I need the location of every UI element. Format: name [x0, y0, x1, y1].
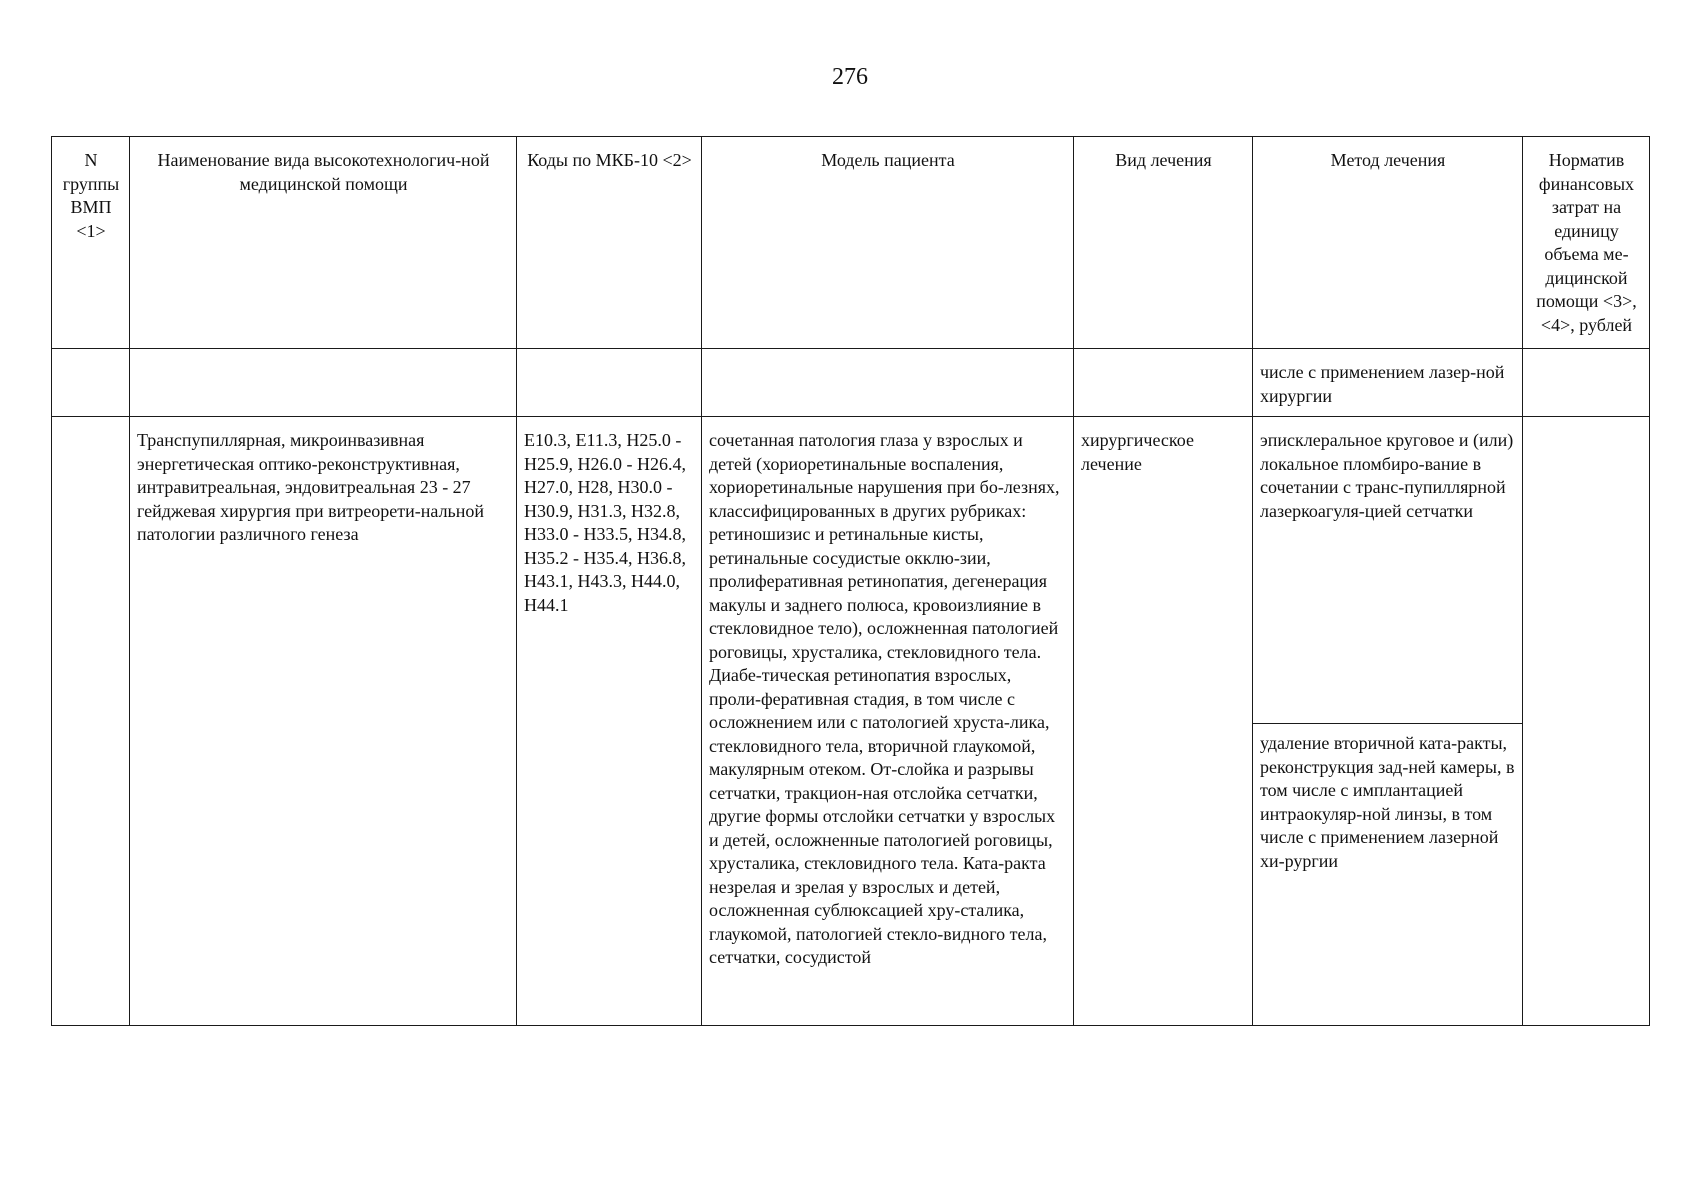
- cell-empty: [1074, 349, 1253, 417]
- cell-care-name: Транспупиллярная, микроинвазивная энергетическая оптико-реконструктивная, интравитреальная, эндовитреальная 23 - 27 гейджевая хирургия при витреорети-нальной патологии различного генеза: [130, 417, 517, 1026]
- continuation-row: [52, 349, 1650, 417]
- cell-empty: [1523, 349, 1650, 417]
- header-row: [52, 137, 1650, 349]
- cell-method-1: эписклеральное круговое и (или) локальное пломбиро-вание в сочетании с транс-пупиллярной лазеркоагуля-цией сетчатки: [1253, 417, 1523, 724]
- cell-empty: [130, 349, 517, 417]
- cell-treatment-type: хирургическое лечение: [1074, 417, 1253, 1026]
- cell-cost-norm: [1523, 417, 1650, 1026]
- header-group-number: N группы ВМП <1>: [52, 137, 130, 349]
- header-care-name: Наименование вида высокотехнологич-ной медицинской помощи: [130, 137, 517, 349]
- page-number: 276: [832, 64, 868, 90]
- header-cost-norm: Норматив финансовых затрат на единицу объема ме-дицинской помощи <3>, <4>, рублей: [1523, 137, 1650, 349]
- table-row: [52, 417, 1650, 724]
- cell-method-2: удаление вторичной ката-ракты, реконструкция зад-ней камеры, в том числе с имплантацией интраокуляр-ной линзы, в том числе с применением лазерной хи-рургии: [1253, 724, 1523, 1026]
- header-treatment-method: Метод лечения: [1253, 137, 1523, 349]
- cell-patient-model: сочетанная патология глаза у взрослых и детей (хориоретинальные воспаления, хориоретинальные нарушения при бо-лезнях, классифицированных в других рубриках: ретиношизис и ретинальные кисты, ретинальные сосудистые окклю-зии, пролиферативная ретинопатия, дегенерация макулы и заднего полюса, кровоизлияние в стекловидное тело), осложненная патологией роговицы, хрусталика, стекловидного тела. Диабе-тическая ретинопатия взрослых, проли-феративная стадия, в том числе с осложнением или с патологией хруста-лика, стекловидного тела, вторичной глаукомой, макулярным отеком. От-слойка и разрывы сетчатки, тракцион-ная отслойка сетчатки, другие формы отслойки сетчатки у взрослых и детей, осложненные патологией роговицы, хрусталика, стекловидного тела. Ката-ракта незрелая и зрелая у взрослых и детей, осложненная сублюксацией хру-сталика, глаукомой, патологией стекло-видного тела, сетчатки, сосудистой: [702, 417, 1074, 1026]
- cell-group-number: [52, 417, 130, 1026]
- header-icd-codes: Коды по МКБ-10 <2>: [517, 137, 702, 349]
- cell-method-continuation: числе с применением лазер-ной хирургии: [1253, 349, 1523, 417]
- vmp-table: [51, 136, 1650, 1026]
- cell-icd-codes: E10.3, E11.3, H25.0 - H25.9, H26.0 - H26.4, H27.0, H28, H30.0 - H30.9, H31.3, H32.8, H33.0 - H33.5, H34.8, H35.2 - H35.4, H36.8, H43.1, H43.3, H44.0, H44.1: [517, 417, 702, 1026]
- cell-empty: [702, 349, 1074, 417]
- cell-empty: [52, 349, 130, 417]
- header-patient-model: Модель пациента: [702, 137, 1074, 349]
- cell-empty: [517, 349, 702, 417]
- header-treatment-type: Вид лечения: [1074, 137, 1253, 349]
